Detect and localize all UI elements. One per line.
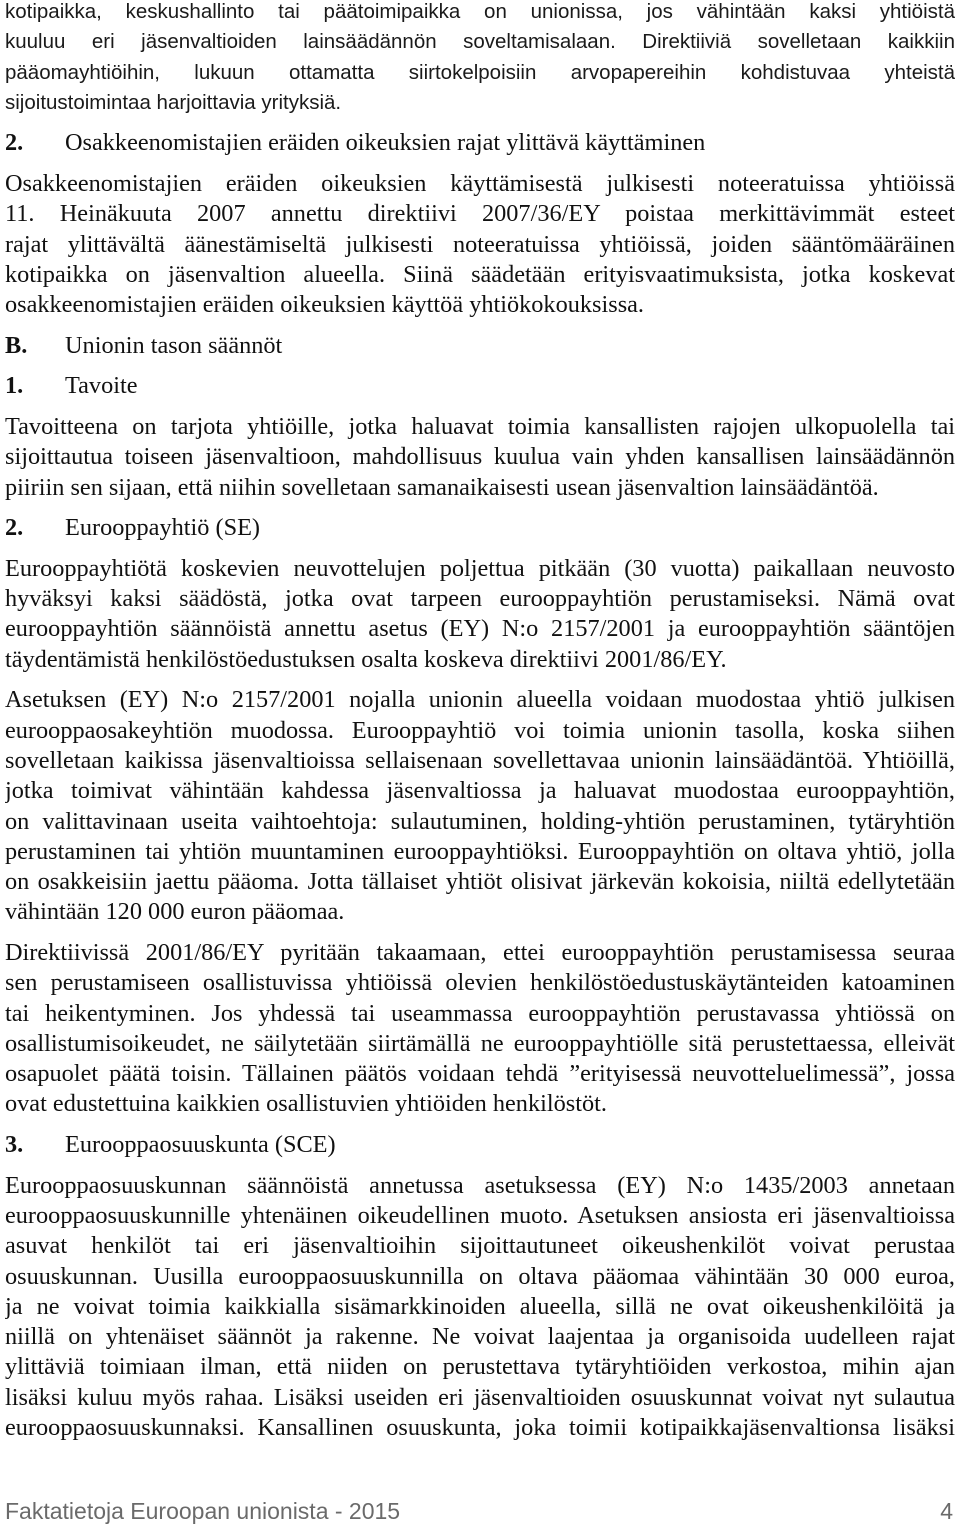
- text-line: perustaminen tai yhtiön muuntaminen eurooppayhtiöksi. Eurooppayhtiön on oltava yhtiö, jolla: [5, 837, 955, 865]
- text-line: piiriin sen sijaan, että niihin sovelletaan samanaikaisesti usean jäsenvaltion lainsäädäntöä.: [5, 473, 879, 501]
- text-line: jotka toimivat vähintään kahdessa jäsenvaltiossa ja haluavat muodostaa eurooppayhtiön,: [5, 777, 955, 805]
- text-line: Osakkeenomistajien eräiden oikeuksien käyttämisestä julkisesti noteeratuissa yhtiöissä: [5, 170, 955, 198]
- text-line: osallistumisoikeudet, ne säilytetään siirtämällä ne eurooppayhtiölle sitä perustettaessa, elleivät: [5, 1029, 955, 1057]
- text-line: asuvat henkilöt tai eri jäsenvaltioihin sijoittautuneet oikeushenkilöt voivat perustaa: [5, 1232, 955, 1260]
- text-line: kuuluu eri jäsenvaltioiden lainsäädännön soveltamisalaan. Direktiiviä sovelletaan kaikkiin: [5, 30, 955, 54]
- text-line: sovelletaan kaikissa jäsenvaltioissa sellaisenaan sovellettavaa unionin lainsäädäntöä. Yhtiöillä,: [5, 746, 955, 774]
- text-line: eurooppayhtiön säännöistä annettu asetus (EY) N:o 2157/2001 ja eurooppayhtiön sääntöjen: [5, 615, 955, 643]
- text-line: Direktiivissä 2001/86/EY pyritään takaamaan, ettei eurooppayhtiön perustamisessa seuraa: [5, 938, 955, 966]
- text-line: eurooppaosuuskunnille yhtenäinen oikeudellinen muoto. Asetuksen ansiosta eri jäsenvaltioissa: [5, 1201, 955, 1229]
- text-line: eurooppaosuuskunnaksi. Kansallinen osuuskunta, joka toimii kotipaikkajäsenvaltionsa lisäksi: [5, 1414, 955, 1442]
- text-line: Tavoitteena on tarjota yhtiöille, jotka haluavat toimia kansallisten rajojen ulkopuolella tai: [5, 413, 955, 441]
- text-line: sijoittautua toiseen jäsenvaltioon, mahdollisuus kuulua vain yhden kansallisen lainsäädännön: [5, 443, 955, 471]
- text-line: rajat ylittävältä äänestämiseltä julkisesti noteeratuissa yhtiöissä, joiden sääntömääräinen: [5, 230, 955, 258]
- document-body: [5, 0, 955, 1443]
- text-line: Asetuksen (EY) N:o 2157/2001 nojalla unionin alueella voidaan muodostaa yhtiö julkisen: [5, 686, 955, 714]
- section-heading: [5, 513, 955, 543]
- text-line: vähintään 120 000 euron pääomaa.: [5, 898, 345, 926]
- text-line: kotipaikka, keskushallinto tai päätoimipaikka on unionissa, jos vähintään kaksi yhtiöistä: [5, 0, 955, 23]
- text-line: Eurooppayhtiötä koskevien neuvottelujen poljettua pitkään (30 vuotta) paikallaan neuvosto: [5, 554, 955, 582]
- paragraph: [5, 938, 955, 1120]
- text-line: tai heikentyminen. Jos yhdessä tai useammassa eurooppayhtiön perustavassa yhtiössä on: [5, 999, 955, 1027]
- text-line: täydentämistä henkilöstöedustuksen osalta koskeva direktiivi 2001/86/EY.: [5, 645, 727, 673]
- text-line: on osakkeisiin jaettu pääoma. Jotta tällaiset yhtiöt olisivat järkevän kokoisia, niiltä edellytetään: [5, 868, 955, 896]
- text-line: osapuolet päätä toisin. Tällainen päätös voidaan tehdä ”erityisessä neuvotteluelimessä”, jossa: [5, 1060, 955, 1088]
- text-line: ylittäviä toimiaan ilman, että niiden on perustettava tytäryhtiöiden verkostoa, mihin ajan: [5, 1353, 955, 1381]
- page-number: 4: [940, 1498, 953, 1524]
- section-heading: [5, 1130, 955, 1160]
- heading-number: 2.: [5, 514, 24, 542]
- section-heading: [5, 371, 955, 401]
- paragraph: [5, 685, 955, 927]
- paragraph: [5, 554, 955, 675]
- paragraph: [5, 169, 955, 320]
- paragraph: [5, 412, 955, 503]
- text-line: lisäksi kuluu myös rahaa. Lisäksi useiden eri jäsenvaltioiden osuuskunnat voivat nyt sulautua: [5, 1383, 955, 1411]
- text-line: hyväksyi kaksi säädöstä, jotka ovat tarpeen eurooppayhtiön perustamiseksi. Nämä ovat: [5, 585, 955, 613]
- text-line: osakkeenomistajien eräiden oikeuksien käyttöä yhtiökokouksissa.: [5, 291, 645, 319]
- page-footer: [5, 1496, 953, 1526]
- text-line: osuuskunnan. Uusilla eurooppaosuuskunnilla on oltava pääomaa vähintään 30 000 euroa,: [5, 1262, 955, 1290]
- paragraph: [5, 1171, 955, 1444]
- heading-number: 2.: [5, 129, 24, 157]
- text-line: sijoitustoimintaa harjoittavia yrityksiä.: [5, 90, 342, 114]
- text-line: ja ne voivat toimia kaikkialla sisämarkkinoiden alueella, sillä ne ovat oikeushenkilöitä ja: [5, 1292, 955, 1320]
- heading-title: Tavoite: [65, 372, 138, 400]
- text-line: sen perustamiseen osallistuvissa yhtiöissä olevien henkilöstöedustuskäytänteiden katoaminen: [5, 969, 955, 997]
- text-line: 11. Heinäkuuta 2007 annettu direktiivi 2007/36/EY poistaa merkittävimmät esteet: [5, 200, 955, 228]
- heading-number: 1.: [5, 372, 24, 400]
- text-line: kotipaikka on jäsenvaltion alueella. Siinä säädetään erityisvaatimuksista, jotka koskevat: [5, 260, 955, 288]
- text-line: on valittavinaan useita vaihtoehtoja: sulautuminen, holding-yhtiön perustaminen, tytäryhtiön: [5, 807, 955, 835]
- section-heading: [5, 331, 955, 361]
- heading-title: Eurooppaosuuskunta (SCE): [65, 1131, 336, 1159]
- section-heading: [5, 128, 955, 158]
- heading-title: Osakkeenomistajien eräiden oikeuksien rajat ylittävä käyttäminen: [65, 129, 706, 157]
- paragraph: [5, 0, 955, 118]
- footer-title: Faktatietoja Euroopan unionista - 2015: [5, 1498, 401, 1524]
- text-line: eurooppaosakeyhtiön muodossa. Eurooppayhtiö voi toimia unionin tasolla, koska siihen: [5, 716, 955, 744]
- text-line: niillä on yhtenäiset säännöt ja rakenne. Ne voivat laajentaa ja organisoida uudelleen rajat: [5, 1323, 955, 1351]
- heading-title: Unionin tason säännöt: [65, 331, 283, 359]
- heading-number: B.: [5, 331, 28, 359]
- heading-number: 3.: [5, 1131, 24, 1159]
- heading-title: Eurooppayhtiö (SE): [65, 514, 261, 542]
- text-line: Eurooppaosuuskunnan säännöistä annetussa asetuksessa (EY) N:o 1435/2003 annetaan: [5, 1171, 955, 1199]
- text-line: ovat edustettuina kaikkien osallistuvien yhtiöiden henkilöstöt.: [5, 1090, 607, 1118]
- text-line: pääomayhtiöihin, lukuun ottamatta siirtokelpoisiin arvopapereihin kohdistuvaa yhteistä: [5, 60, 955, 84]
